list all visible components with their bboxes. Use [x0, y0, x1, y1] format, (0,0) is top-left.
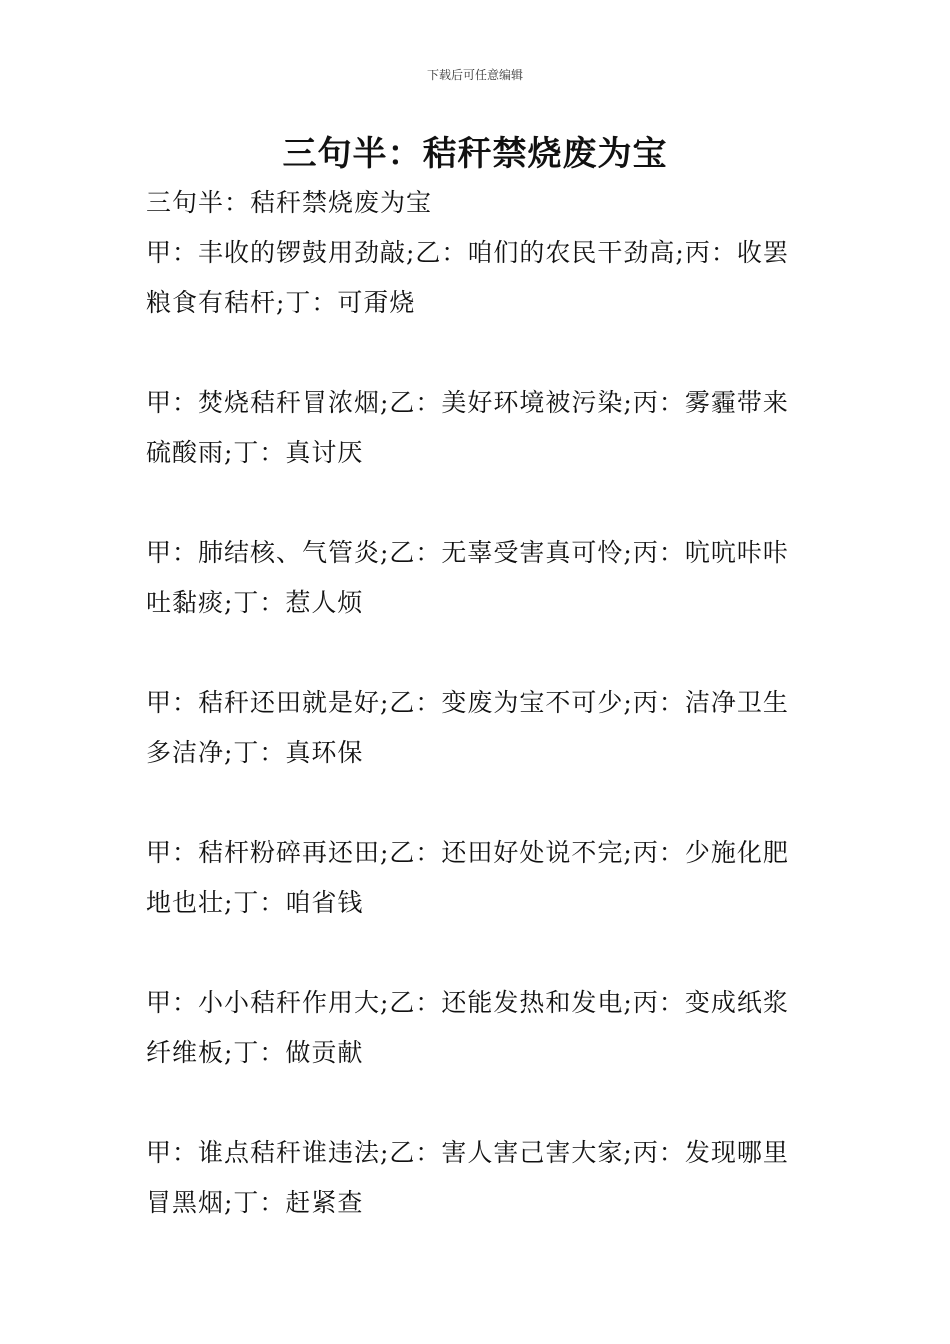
- stanza-5: 甲：秸杆粉碎再还田;乙：还田好处说不完;丙：少施化肥地也壮;丁：咱省钱: [146, 838, 789, 917]
- stanza-gap: [146, 628, 810, 678]
- subtitle-line: 三句半：秸秆禁烧废为宝: [146, 188, 433, 217]
- stanza-gap: [146, 928, 810, 978]
- stanza-2: 甲：焚烧秸秆冒浓烟;乙：美好环境被污染;丙：雾霾带来硫酸雨;丁：真讨厌: [146, 388, 789, 467]
- stanza-7: 甲：谁点秸秆谁违法;乙：害人害己害大家;丙：发现哪里冒黑烟;丁：赶紧查: [146, 1138, 789, 1217]
- stanza-gap: [146, 1078, 810, 1128]
- stanza-gap: [146, 778, 810, 828]
- stanza-gap: [146, 478, 810, 528]
- header-note: 下载后可任意编辑: [426, 68, 523, 82]
- stanza-1: 甲：丰收的锣鼓用劲敲;乙：咱们的农民干劲高;丙：收罢粮食有秸杆;丁：可甭烧: [146, 238, 789, 317]
- document-body: [146, 178, 810, 1228]
- document-title: 三句半：秸秆禁烧废为宝: [282, 134, 668, 174]
- stanza-6: 甲：小小秸秆作用大;乙：还能发热和发电;丙：变成纸浆纤维板;丁：做贡献: [146, 988, 789, 1067]
- stanza-4: 甲：秸秆还田就是好;乙：变废为宝不可少;丙：洁净卫生多洁净;丁：真环保: [146, 688, 789, 767]
- stanza-3: 甲：肺结核、气管炎;乙：无辜受害真可怜;丙：吭吭咔咔吐黏痰;丁：惹人烦: [146, 538, 789, 617]
- stanza-gap: [146, 328, 810, 378]
